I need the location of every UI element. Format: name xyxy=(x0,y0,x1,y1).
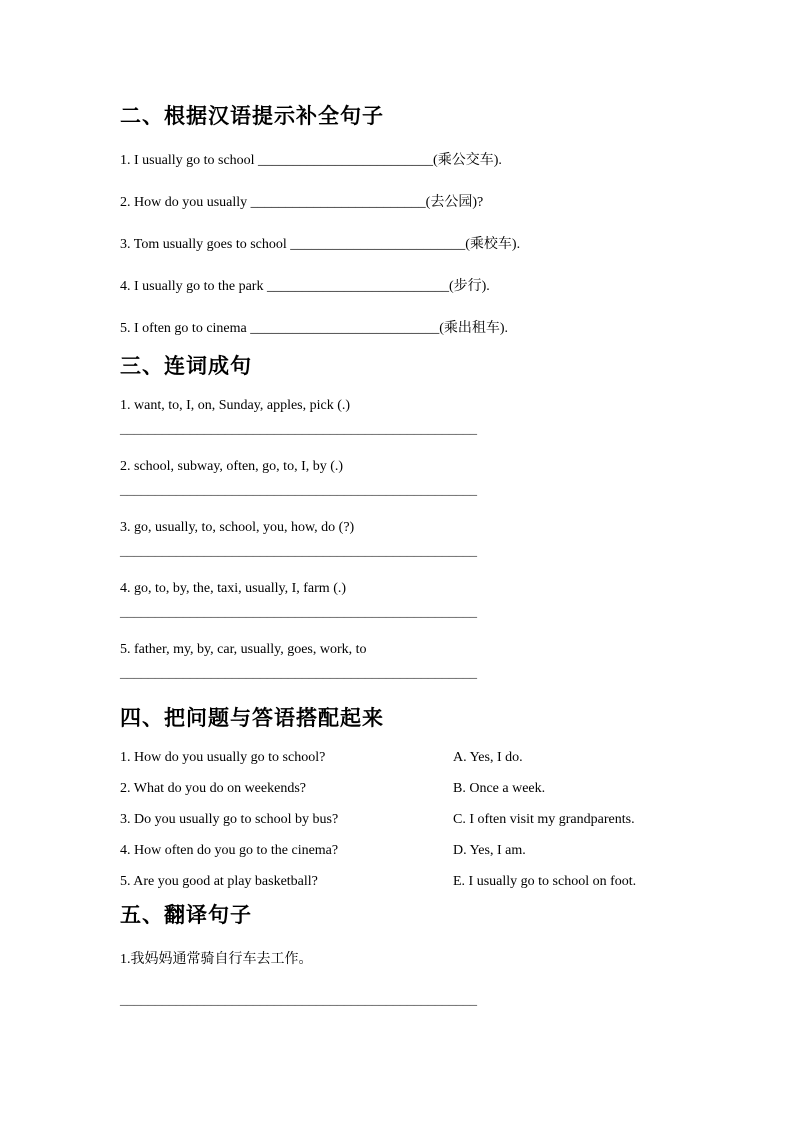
match-row-1 xyxy=(120,749,693,767)
writing-line-2: ___________________________________________________ xyxy=(120,483,477,498)
writing-line-5: ___________________________________________________ xyxy=(120,666,477,681)
match-question-2: 2. What do you do on weekends? xyxy=(120,781,306,796)
match-answer-c: C. I often visit my grandparents. xyxy=(453,812,635,827)
unscramble-item-4: 4. go, to, by, the, taxi, usually, I, farm (.) xyxy=(120,581,347,596)
section5-title: 五、翻译句子 xyxy=(120,904,252,927)
match-answer-e: E. I usually go to school on foot. xyxy=(453,874,637,889)
writing-line-1: ___________________________________________________ xyxy=(120,422,477,437)
section4-title: 四、把问题与答语搭配起来 xyxy=(120,707,384,730)
fill-blank-item-3: 3. Tom usually goes to school _________________________(乘校车). xyxy=(120,237,521,252)
match-question-5: 5. Are you good at play basketball? xyxy=(120,874,318,889)
translation-item-1: 1.我妈妈通常骑自行车去工作。 xyxy=(120,952,313,967)
match-answer-d: D. Yes, I am. xyxy=(453,843,526,858)
unscramble-item-1: 1. want, to, I, on, Sunday, apples, pick (.) xyxy=(120,398,351,413)
section2-title: 二、根据汉语提示补全句子 xyxy=(120,105,384,128)
match-row-4 xyxy=(120,842,693,860)
match-question-3: 3. Do you usually go to school by bus? xyxy=(120,812,339,827)
match-row-3 xyxy=(120,811,693,829)
unscramble-item-5: 5. father, my, by, car, usually, goes, work, to xyxy=(120,642,367,657)
fill-blank-item-2: 2. How do you usually _________________________(去公园)? xyxy=(120,195,484,210)
fill-blank-item-1: 1. I usually go to school _________________________(乘公交车). xyxy=(120,153,502,168)
match-question-4: 4. How often do you go to the cinema? xyxy=(120,843,339,858)
match-row-2 xyxy=(120,780,693,798)
writing-line-6: ___________________________________________________ xyxy=(120,993,477,1008)
match-question-1: 1. How do you usually go to school? xyxy=(120,750,326,765)
match-answer-b: B. Once a week. xyxy=(453,781,546,796)
section3-title: 三、连词成句 xyxy=(120,355,252,378)
unscramble-item-2: 2. school, subway, often, go, to, I, by (.) xyxy=(120,459,344,474)
match-answer-a: A. Yes, I do. xyxy=(453,750,523,765)
fill-blank-item-5: 5. I often go to cinema ___________________________(乘出租车). xyxy=(120,321,509,336)
writing-line-4: ___________________________________________________ xyxy=(120,605,477,620)
writing-line-3: ___________________________________________________ xyxy=(120,544,477,559)
match-row-5 xyxy=(120,873,693,891)
fill-blank-item-4: 4. I usually go to the park __________________________(步行). xyxy=(120,279,490,294)
unscramble-item-3: 3. go, usually, to, school, you, how, do (?) xyxy=(120,520,355,535)
